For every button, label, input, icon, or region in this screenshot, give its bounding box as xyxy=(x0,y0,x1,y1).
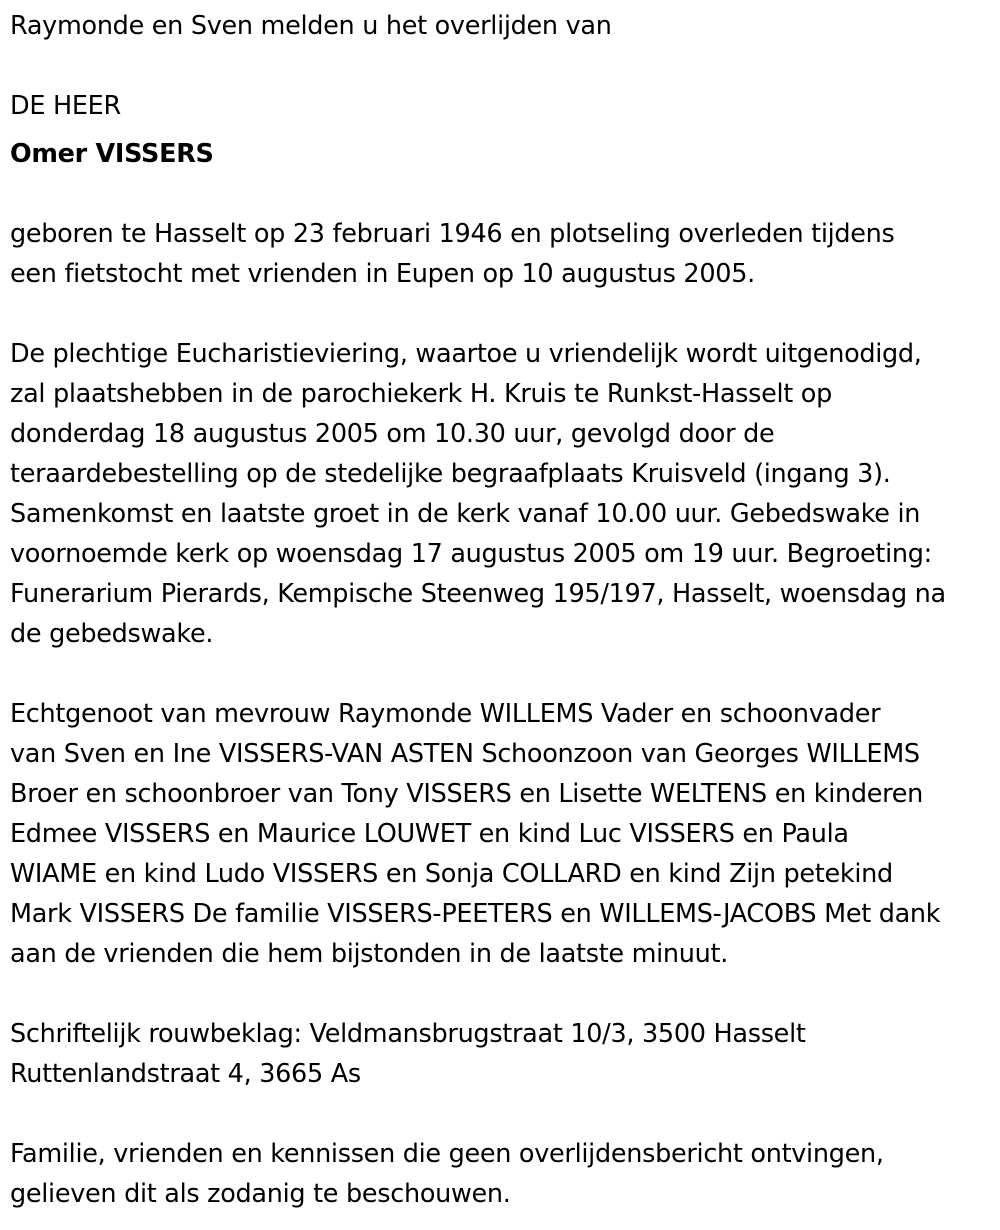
paragraph-line: Funerarium Pierards, Kempische Steenweg 195/197, Hasselt, woensdag na xyxy=(10,579,946,609)
spacer xyxy=(10,974,995,1014)
paragraph-line: de gebedswake. xyxy=(10,619,214,649)
spacer xyxy=(10,46,995,86)
family-paragraph xyxy=(10,694,995,974)
paragraph-line: Echtgenoot van mevrouw Raymonde WILLEMS Vader en schoonvader xyxy=(10,699,881,729)
deceased-title: DE HEER xyxy=(10,91,121,121)
birth-death-paragraph xyxy=(10,214,995,294)
paragraph-line: Ruttenlandstraat 4, 3665 As xyxy=(10,1059,361,1089)
spacer xyxy=(10,294,995,334)
announcement-intro: Raymonde en Sven melden u het overlijden van xyxy=(10,11,612,41)
condolence-paragraph xyxy=(10,1014,995,1094)
paragraph-line: Edmee VISSERS en Maurice LOUWET en kind Luc VISSERS en Paula xyxy=(10,819,849,849)
paragraph-line: Samenkomst en laatste groet in de kerk vanaf 10.00 uur. Gebedswake in xyxy=(10,499,921,529)
paragraph-line: De plechtige Eucharistieviering, waartoe u vriendelijk wordt uitgenodigd, xyxy=(10,339,922,369)
paragraph-line: zal plaatshebben in de parochiekerk H. Kruis te Runkst-Hasselt op xyxy=(10,379,832,409)
paragraph-line: voornoemde kerk op woensdag 17 augustus 2005 om 19 uur. Begroeting: xyxy=(10,539,932,569)
obituary-document xyxy=(10,6,995,1214)
closing-paragraph xyxy=(10,1134,995,1214)
deceased-name: Omer VISSERS xyxy=(10,139,214,169)
spacer xyxy=(10,174,995,214)
spacer xyxy=(10,654,995,694)
paragraph-line: WIAME en kind Ludo VISSERS en Sonja COLLARD en kind Zijn petekind xyxy=(10,859,893,889)
paragraph-line: aan de vrienden die hem bijstonden in de laatste minuut. xyxy=(10,939,729,969)
paragraph-line: Schriftelijk rouwbeklag: Veldmansbrugstraat 10/3, 3500 Hasselt xyxy=(10,1019,806,1049)
ceremony-paragraph xyxy=(10,334,995,654)
paragraph-line: donderdag 18 augustus 2005 om 10.30 uur, gevolgd door de xyxy=(10,419,775,449)
paragraph-line: Familie, vrienden en kennissen die geen overlijdensbericht ontvingen, xyxy=(10,1139,884,1169)
paragraph-line: teraardebestelling op de stedelijke begraafplaats Kruisveld (ingang 3). xyxy=(10,459,891,489)
paragraph-line: gelieven dit als zodanig te beschouwen. xyxy=(10,1179,511,1209)
spacer xyxy=(10,1094,995,1134)
paragraph-line: Mark VISSERS De familie VISSERS-PEETERS en WILLEMS-JACOBS Met dank xyxy=(10,899,941,929)
paragraph-line: geboren te Hasselt op 23 februari 1946 en plotseling overleden tijdens xyxy=(10,219,895,249)
paragraph-line: een fietstocht met vrienden in Eupen op 10 augustus 2005. xyxy=(10,259,755,289)
paragraph-line: van Sven en Ine VISSERS-VAN ASTEN Schoonzoon van Georges WILLEMS xyxy=(10,739,920,769)
paragraph-line: Broer en schoonbroer van Tony VISSERS en Lisette WELTENS en kinderen xyxy=(10,779,924,809)
